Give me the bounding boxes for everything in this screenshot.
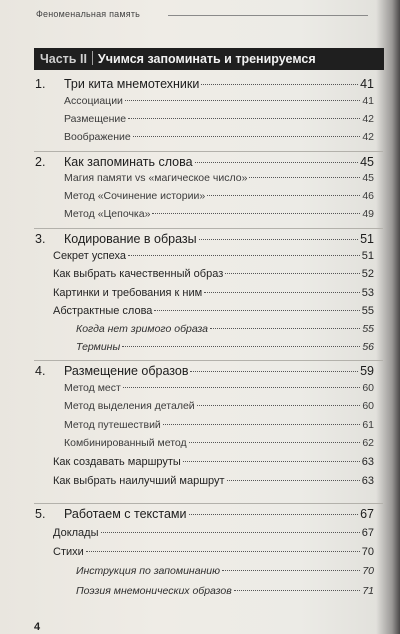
- entry-title: Инструкция по запоминанию: [76, 565, 221, 577]
- chapter-number: 2.: [35, 155, 46, 169]
- toc-subentry[interactable]: [76, 585, 374, 601]
- page-number: 63: [361, 475, 374, 487]
- dot-leader: [86, 551, 360, 552]
- dot-leader: [190, 371, 358, 372]
- part-title: Учимся запоминать и тренируемся: [97, 52, 316, 66]
- dot-leader: [249, 177, 360, 178]
- entry-title: Абстрактные слова: [53, 305, 153, 317]
- chapter-divider: [34, 503, 383, 504]
- toc-entry[interactable]: [53, 456, 374, 472]
- chapter-number: 4.: [35, 364, 46, 378]
- dot-leader: [152, 213, 360, 214]
- page-number: 41: [360, 77, 374, 91]
- toc-subentry[interactable]: [76, 323, 374, 339]
- page-number: 42: [362, 131, 374, 143]
- toc-entry[interactable]: [64, 208, 374, 224]
- chapter-divider: [34, 151, 383, 152]
- page-number: 53: [361, 287, 374, 299]
- chapter-divider: [34, 360, 383, 361]
- entry-title: Термины: [76, 341, 121, 353]
- page-number: 67: [361, 527, 374, 539]
- page-number: 45: [362, 172, 374, 184]
- dot-leader: [227, 480, 360, 481]
- dot-leader: [101, 532, 360, 533]
- dot-leader: [128, 255, 360, 256]
- entry-title: Воображение: [64, 131, 131, 143]
- toc-entry[interactable]: [64, 437, 374, 453]
- page-number: 61: [362, 419, 374, 431]
- dot-leader: [195, 162, 359, 163]
- dot-leader: [197, 405, 361, 406]
- toc-entry[interactable]: [53, 268, 374, 284]
- entry-title: Секрет успеха: [53, 250, 127, 262]
- dot-leader: [204, 292, 360, 293]
- page-number: 60: [362, 382, 374, 394]
- chapter-number: 5.: [35, 507, 46, 521]
- toc-entry[interactable]: [53, 546, 374, 562]
- chapter-title: Три кита мнемотехники: [64, 77, 200, 91]
- toc-entry[interactable]: [64, 95, 374, 111]
- dot-leader: [225, 273, 360, 274]
- entry-title: Стихи: [53, 546, 84, 558]
- toc-entry[interactable]: [64, 131, 374, 147]
- dot-leader: [128, 118, 360, 119]
- page-number: 51: [360, 232, 374, 246]
- dot-leader: [183, 461, 360, 462]
- entry-title: Размещение: [64, 113, 127, 125]
- dot-leader: [210, 328, 360, 329]
- entry-title: Поэзия мнемонических образов: [76, 585, 232, 597]
- chapter-number: 3.: [35, 232, 46, 246]
- page-number: 59: [360, 364, 374, 378]
- page-number: 51: [361, 250, 374, 262]
- chapter-number: 1.: [35, 77, 46, 91]
- page-number: 55: [362, 323, 374, 335]
- toc-entry[interactable]: [64, 113, 374, 129]
- dot-leader: [207, 195, 360, 196]
- page-number: 52: [361, 268, 374, 280]
- page-number: 62: [362, 437, 374, 449]
- dot-leader: [234, 590, 361, 591]
- entry-title: Как выбрать качественный образ: [53, 268, 224, 280]
- toc-subentry[interactable]: [76, 565, 374, 581]
- dot-leader: [189, 442, 361, 443]
- entry-title: Метод мест: [64, 382, 121, 394]
- toc-chapter-1[interactable]: [35, 77, 374, 93]
- page-number: 49: [362, 208, 374, 220]
- page-number: 56: [362, 341, 374, 353]
- page-number: 41: [362, 95, 374, 107]
- entry-title: Метод выделения деталей: [64, 400, 195, 412]
- page-number: 46: [362, 190, 374, 202]
- chapter-title: Как запоминать слова: [64, 155, 193, 169]
- toc-entry[interactable]: [53, 475, 374, 491]
- chapter-title: Размещение образов: [64, 364, 189, 378]
- page-number: 67: [360, 507, 374, 521]
- toc-chapter-4[interactable]: [35, 364, 374, 380]
- dot-leader: [163, 424, 361, 425]
- entry-title: Метод «Сочинение истории»: [64, 190, 206, 202]
- entry-title: Как создавать маршруты: [53, 456, 181, 468]
- dot-leader: [125, 100, 360, 101]
- page-number: 70: [362, 565, 374, 577]
- entry-title: Магия памяти vs «магическое число»: [64, 172, 248, 184]
- toc-subentry[interactable]: [76, 341, 374, 357]
- part-banner: [34, 48, 384, 70]
- dot-leader: [154, 310, 359, 311]
- toc-entry[interactable]: [64, 172, 374, 188]
- page-number: 45: [360, 155, 374, 169]
- dot-leader: [201, 84, 358, 85]
- dot-leader: [123, 387, 360, 388]
- dot-leader: [222, 570, 360, 571]
- entry-title: Картинки и требования к ним: [53, 287, 203, 299]
- toc-chapter-3[interactable]: [35, 232, 374, 248]
- page-number: 60: [362, 400, 374, 412]
- page-number: 42: [362, 113, 374, 125]
- toc-chapter-2[interactable]: [35, 155, 374, 171]
- toc-entry[interactable]: [64, 190, 374, 206]
- running-head: Феноменальная память: [36, 9, 141, 19]
- entry-title: Метод «Цепочка»: [64, 208, 151, 220]
- page-number: 70: [361, 546, 374, 558]
- page-folio: 4: [34, 621, 41, 633]
- toc-chapter-5[interactable]: [35, 507, 374, 523]
- dot-leader: [199, 239, 358, 240]
- entry-title: Метод путешествий: [64, 419, 161, 431]
- page-number: 55: [361, 305, 374, 317]
- running-head-rule: [168, 15, 368, 16]
- part-divider: [92, 51, 93, 65]
- page-number: 63: [361, 456, 374, 468]
- chapter-divider: [34, 228, 383, 229]
- entry-title: Как выбрать наилучший маршрут: [53, 475, 225, 487]
- toc-entry[interactable]: [53, 287, 374, 303]
- entry-title: Ассоциации: [64, 95, 123, 107]
- toc-entry[interactable]: [53, 305, 374, 321]
- page-number: 71: [362, 585, 374, 597]
- toc-entry[interactable]: [53, 527, 374, 543]
- toc-entry[interactable]: [53, 250, 374, 266]
- part-label: Часть II: [40, 52, 87, 66]
- toc-entry[interactable]: [64, 400, 374, 416]
- chapter-title: Кодирование в образы: [64, 232, 197, 246]
- chapter-title: Работаем с текстами: [64, 507, 187, 521]
- dot-leader: [133, 136, 361, 137]
- toc-entry[interactable]: [64, 419, 374, 435]
- toc-entry[interactable]: [64, 382, 374, 398]
- entry-title: Комбинированный метод: [64, 437, 187, 449]
- entry-title: Доклады: [53, 527, 99, 539]
- dot-leader: [189, 514, 359, 515]
- entry-title: Когда нет зримого образа: [76, 323, 209, 335]
- dot-leader: [122, 346, 360, 347]
